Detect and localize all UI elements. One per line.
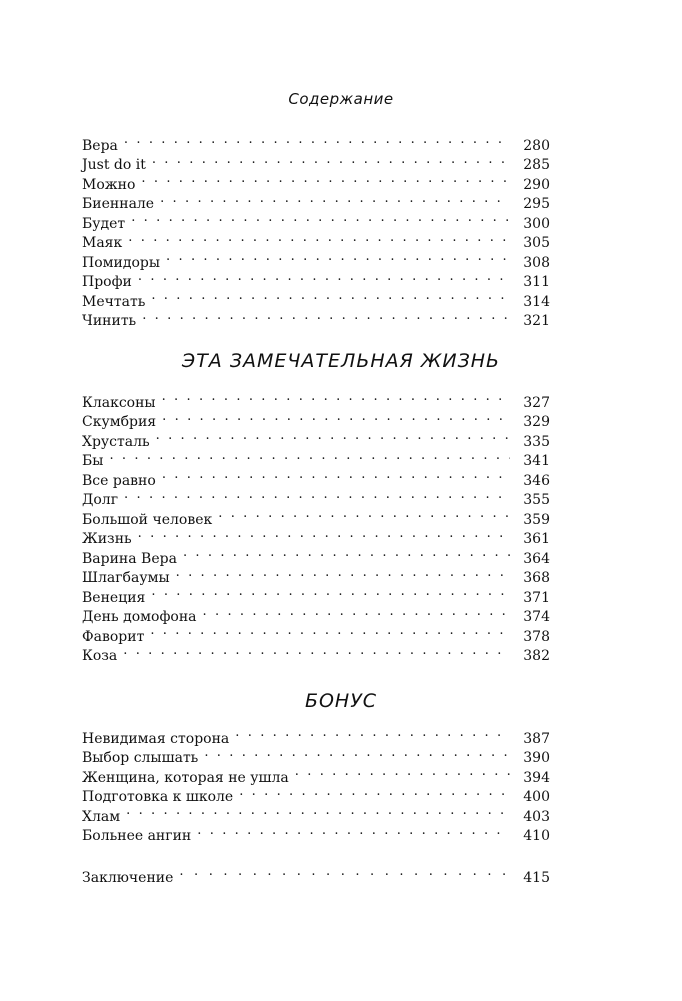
entry-title: Невидимая сторона [82, 730, 230, 747]
toc-entry [82, 723, 550, 747]
entry-page-number: 329 [523, 414, 550, 430]
toc-entry [82, 446, 550, 469]
entry-title: Долг [82, 492, 119, 508]
entry-title: Все равно [82, 472, 156, 489]
toc-entry [82, 267, 550, 290]
toc-entry [82, 387, 550, 411]
toc-entry [82, 641, 550, 664]
dot-leader [195, 821, 510, 841]
dot-leader [216, 504, 510, 524]
dot-leader [139, 169, 510, 189]
entry-title: Чинить [82, 313, 137, 329]
entry-title: Помидоры [82, 254, 161, 271]
toc-conclusion [82, 862, 550, 886]
entry-page-number: 371 [523, 589, 550, 606]
dot-leader [149, 582, 510, 602]
entry-title: Заключение [82, 869, 174, 886]
toc-section-2 [82, 387, 550, 664]
entry-title: Выбор слышать [82, 750, 199, 766]
entry-title: Большой человек [82, 511, 213, 528]
dot-leader [202, 743, 510, 763]
toc-entry [82, 621, 550, 645]
toc-section-1 [82, 130, 550, 329]
entry-page-number: 390 [523, 750, 550, 766]
entry-title: Будет [82, 215, 126, 232]
dot-leader [160, 465, 510, 485]
toc-entry [82, 485, 550, 508]
entry-page-number: 415 [523, 869, 550, 886]
entry-title: Just do it [82, 157, 146, 173]
entry-title: Мечтать [82, 293, 146, 310]
entry-page-number: 378 [523, 628, 550, 645]
toc-entry [82, 130, 550, 154]
dot-leader [122, 130, 510, 150]
entry-page-number: 280 [523, 137, 550, 154]
entry-title: Подготовка к школе [82, 789, 234, 805]
dot-leader [201, 602, 510, 622]
toc-entry [82, 228, 550, 251]
section-heading: ЭТА ЗАМЕЧАТЕЛЬНАЯ ЖИЗНЬ [181, 350, 501, 372]
dot-leader [181, 543, 510, 563]
entry-title: Жизнь [82, 531, 132, 547]
entry-page-number: 305 [523, 235, 550, 251]
entry-title: Венеция [82, 589, 146, 606]
entry-page-number: 327 [523, 394, 550, 411]
dot-leader [148, 621, 510, 641]
entry-page-number: 368 [523, 570, 550, 586]
dot-leader [140, 306, 510, 326]
entry-title: Маяк [82, 235, 123, 251]
dot-leader [160, 407, 510, 427]
entry-page-number: 359 [523, 511, 550, 528]
entry-title: Коза [82, 648, 118, 664]
entry-title: Бы [82, 453, 104, 469]
dot-leader [121, 641, 510, 661]
entry-page-number: 285 [523, 157, 550, 173]
contents-title: Содержание [288, 90, 394, 108]
entry-page-number: 364 [523, 550, 550, 567]
entry-title: Варина Вера [82, 550, 177, 567]
dot-leader [136, 267, 510, 287]
entry-title: Биеннале [82, 196, 155, 212]
dot-leader [136, 524, 510, 544]
toc-entry [82, 150, 550, 173]
entry-page-number: 374 [523, 609, 550, 625]
entry-page-number: 355 [523, 492, 550, 508]
dot-leader [154, 426, 510, 446]
entry-title: Больнее ангин [82, 828, 192, 844]
toc-entry [82, 801, 550, 825]
entry-page-number: 394 [523, 769, 550, 786]
entry-title: Фаворит [82, 628, 145, 645]
toc-entry [82, 306, 550, 329]
entry-title: Скумбрия [82, 414, 157, 430]
entry-page-number: 300 [523, 215, 550, 232]
entry-page-number: 361 [523, 531, 550, 547]
entry-page-number: 321 [523, 313, 550, 329]
toc-entry [82, 821, 550, 844]
toc-entry [82, 247, 550, 271]
entry-page-number: 290 [523, 176, 550, 193]
dot-leader [233, 723, 510, 743]
toc-entry [82, 524, 550, 547]
dot-leader [293, 762, 510, 782]
dot-leader [150, 150, 510, 170]
entry-page-number: 400 [523, 789, 550, 805]
entry-page-number: 346 [523, 472, 550, 489]
dot-leader [107, 446, 510, 466]
entry-page-number: 311 [523, 274, 550, 290]
toc-entry [82, 286, 550, 310]
entry-page-number: 335 [523, 433, 550, 450]
toc-section-3 [82, 723, 550, 844]
toc-entry [82, 602, 550, 625]
dot-leader [174, 563, 510, 583]
entry-page-number: 314 [523, 293, 550, 310]
entry-title: Профи [82, 274, 132, 290]
dot-leader [158, 189, 510, 209]
entry-page-number: 308 [523, 254, 550, 271]
entry-title: Хлам [82, 808, 121, 825]
toc-entry [82, 582, 550, 606]
entry-title: Клаксоны [82, 394, 156, 411]
dot-leader [164, 247, 510, 267]
toc-entry [82, 504, 550, 528]
dot-leader [124, 801, 510, 821]
entry-title: Женщина, которая не ушла [82, 769, 289, 786]
dot-leader [237, 782, 510, 802]
entry-page-number: 387 [523, 730, 550, 747]
dot-leader [126, 228, 510, 248]
toc-entry [82, 208, 550, 232]
toc-entry [82, 543, 550, 567]
entry-title: Можно [82, 176, 136, 193]
section-heading: БОНУС [304, 690, 378, 712]
toc-entry [82, 189, 550, 212]
entry-page-number: 295 [523, 196, 550, 212]
entry-title: Шлагбаумы [82, 570, 170, 586]
entry-title: День домофона [82, 609, 197, 625]
dot-leader [160, 387, 510, 407]
entry-page-number: 410 [523, 828, 550, 844]
dot-leader [129, 208, 510, 228]
entry-title: Вера [82, 137, 118, 154]
entry-page-number: 341 [523, 453, 550, 469]
entry-page-number: 403 [523, 808, 550, 825]
toc-entry [82, 465, 550, 489]
dot-leader [177, 862, 510, 882]
dot-leader [122, 485, 510, 505]
toc-entry [82, 169, 550, 193]
toc-entry-conclusion [82, 862, 550, 886]
entry-page-number: 382 [523, 648, 550, 664]
dot-leader [149, 286, 510, 306]
entry-title: Хрусталь [82, 433, 150, 450]
